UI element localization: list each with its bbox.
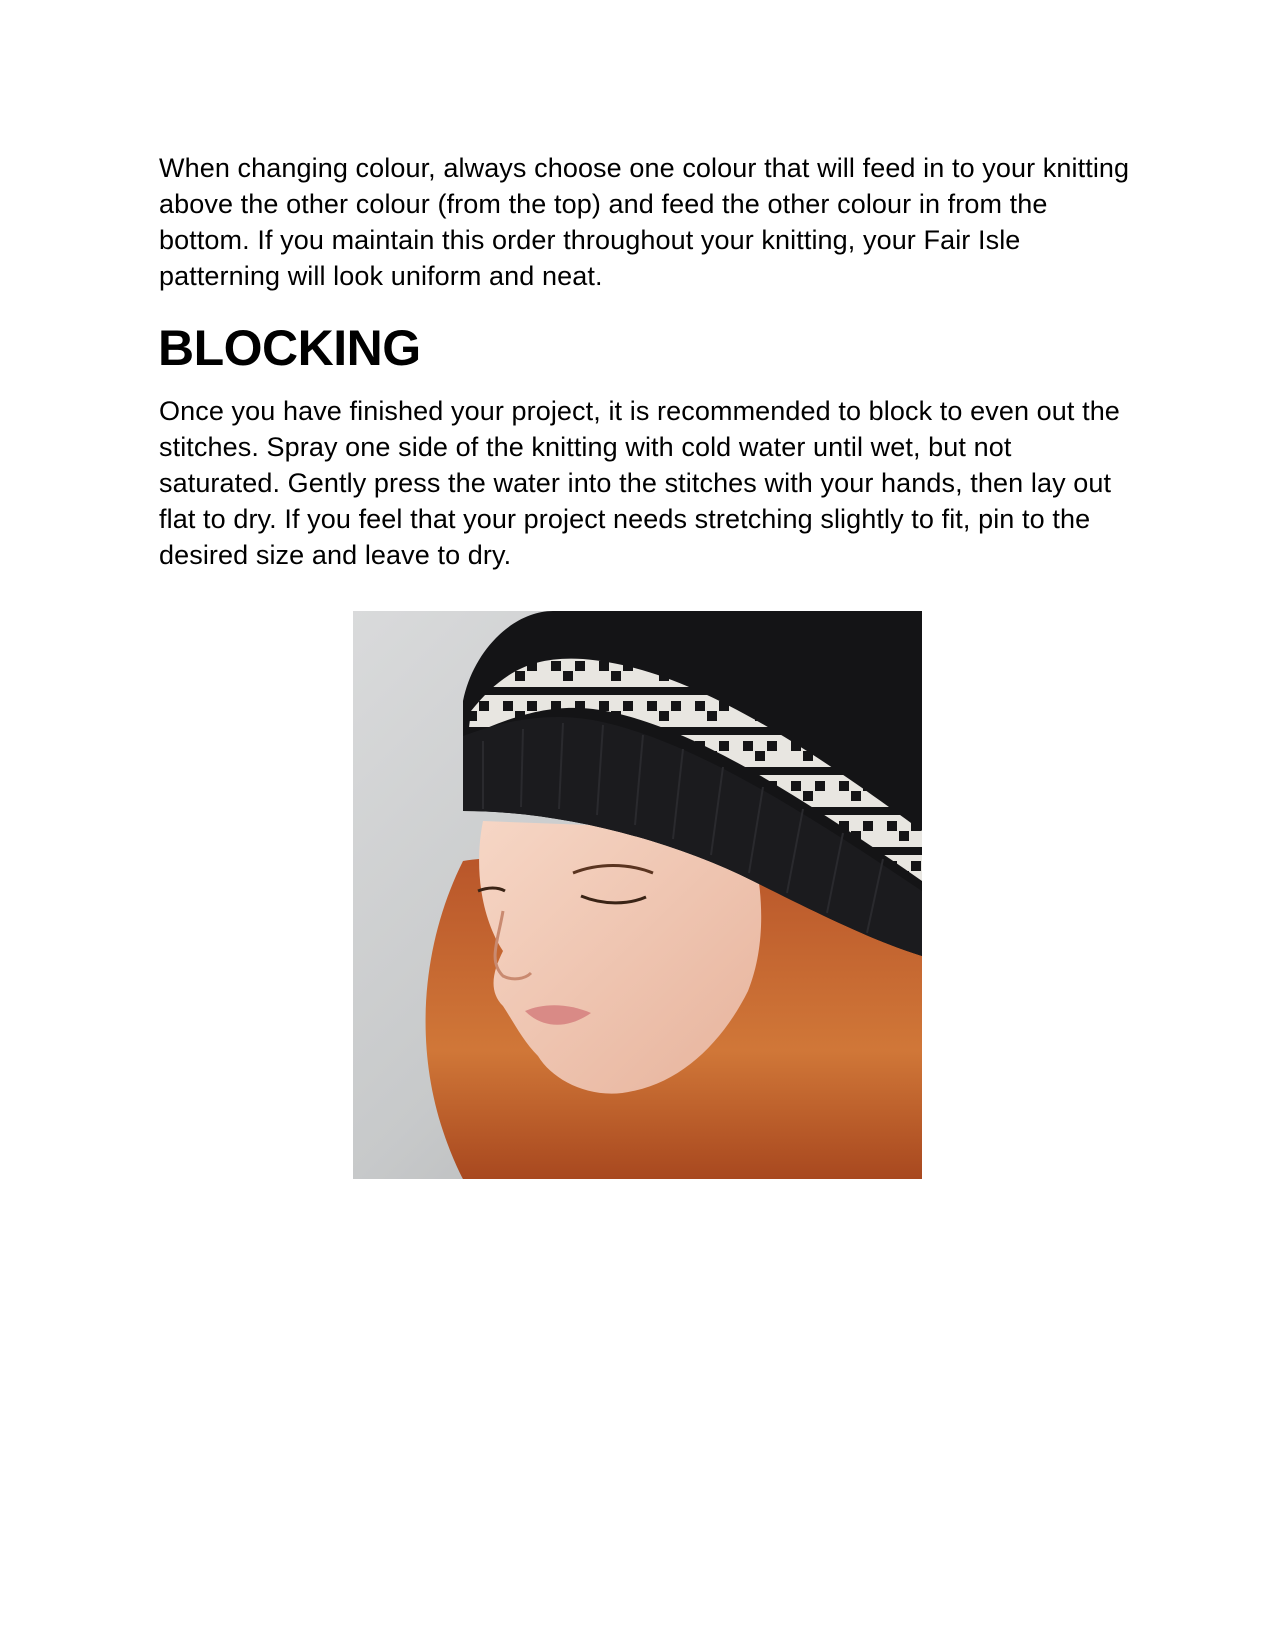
hat-photo bbox=[353, 611, 922, 1179]
woman-in-fair-isle-hat-photo-icon bbox=[353, 611, 922, 1179]
section-heading-blocking: BLOCKING bbox=[158, 320, 421, 376]
blocking-paragraph: Once you have finished your project, it is recommended to block to even out the stitches. Spray one side of the knitting with cold water until wet, but not saturated. Gently press the water into the stitches with your hands, then lay out flat to dry. If you feel that your project needs stretching slightly to fit, pin to the desired size and leave to dry. bbox=[159, 396, 1120, 570]
intro-paragraph: When changing colour, always choose one colour that will feed in to your knitting above the other colour (from the top) and feed the other colour in from the bottom. If you maintain this order throughout your knitting, your Fair Isle patterning will look uniform and neat. bbox=[159, 153, 1130, 291]
